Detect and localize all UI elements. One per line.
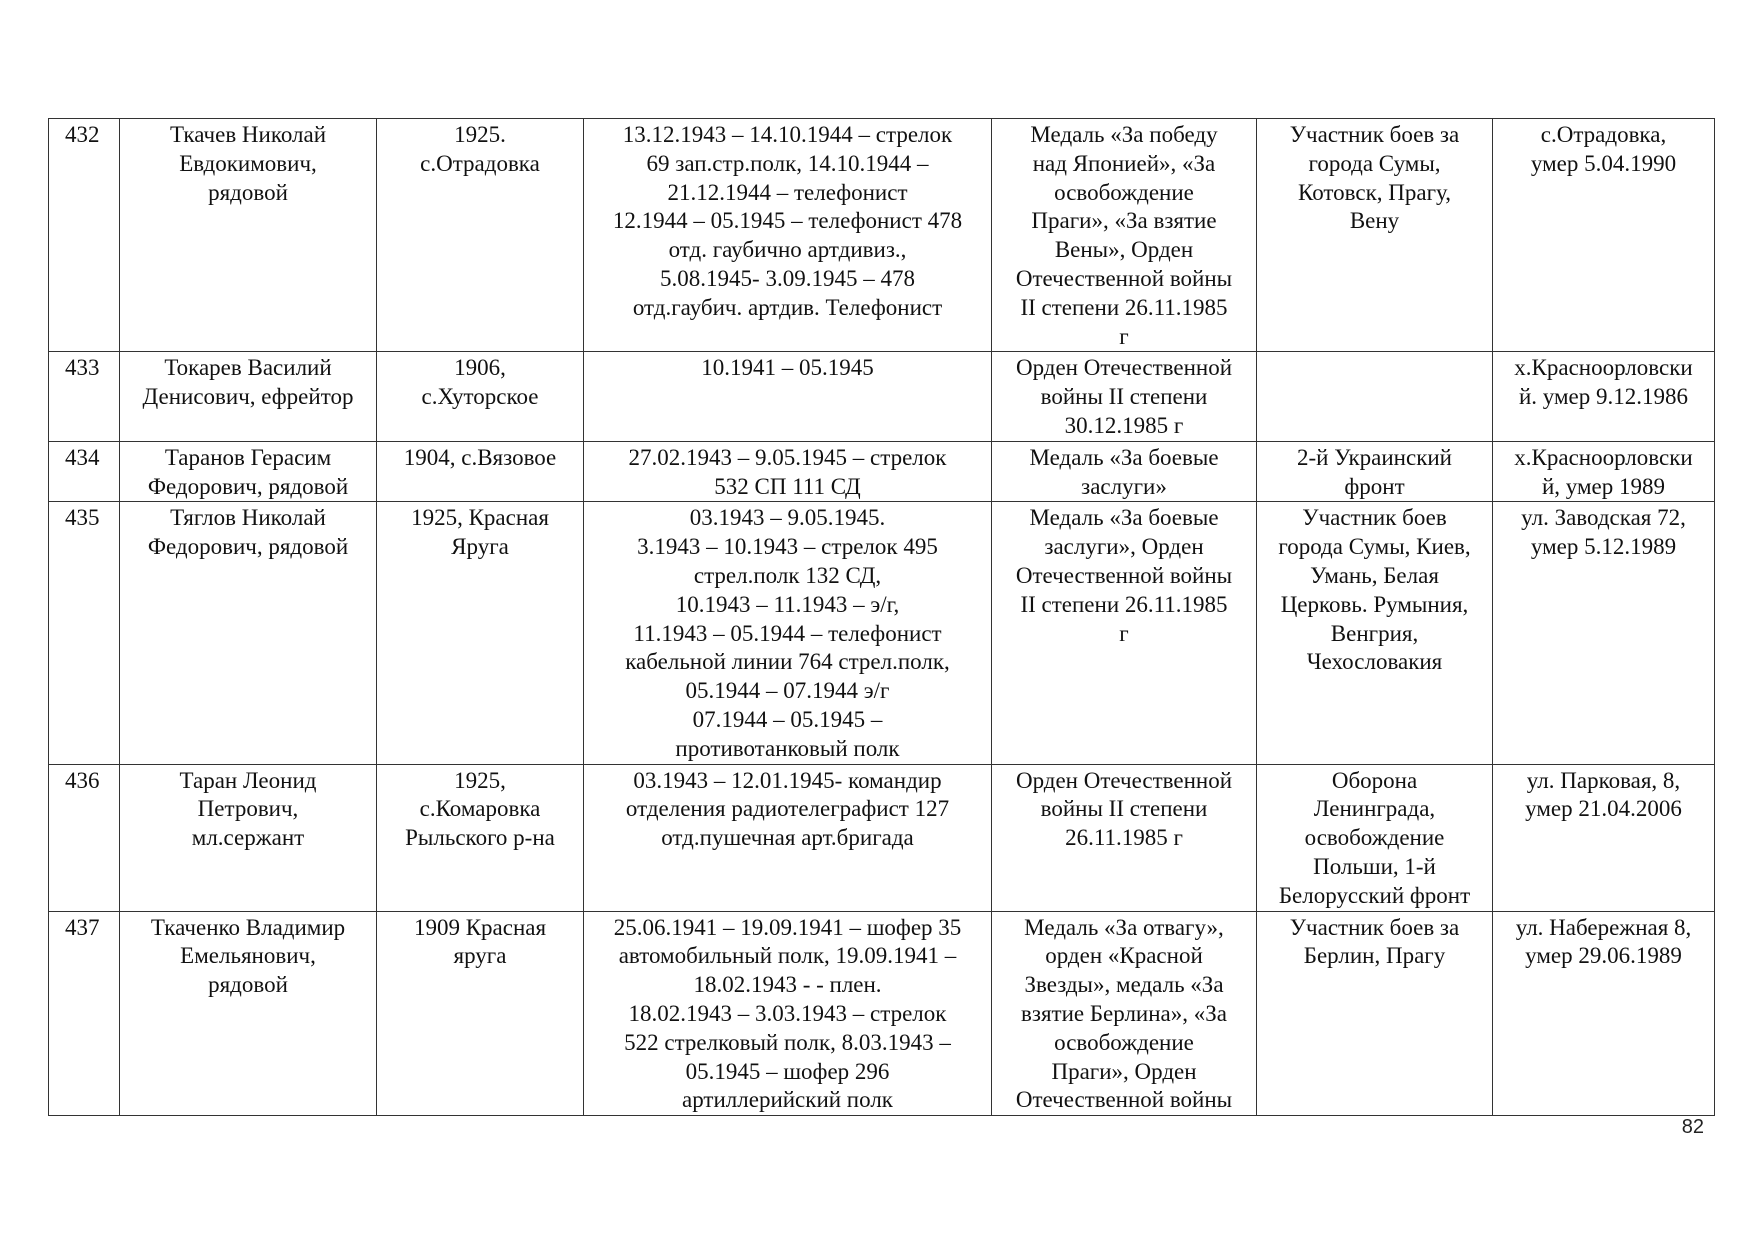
birth-year-place: 1906, с.Хуторское xyxy=(377,352,584,441)
person-name-rank: Ткачев Николай Евдокимович, рядовой xyxy=(120,119,377,352)
battles: 2-й Украинский фронт xyxy=(1257,441,1493,502)
service-record: 10.1941 – 05.1945 xyxy=(584,352,992,441)
residence-death: с.Отрадовка, умер 5.04.1990 xyxy=(1493,119,1715,352)
service-record: 25.06.1941 – 19.09.1941 – шофер 35 автомобильный полк, 19.09.1941 – 18.02.1943 - - плен. 18.02.1943 – 3.03.1943 – стрелок 522 стрелковый полк, 8.03.1943 – 05.1945 – шофер 296 артиллерийский полк xyxy=(584,911,992,1116)
person-name-rank: Ткаченко Владимир Емельянович, рядовой xyxy=(120,911,377,1116)
row-number: 433 xyxy=(49,352,120,441)
residence-death: ул. Парковая, 8, умер 21.04.2006 xyxy=(1493,764,1715,911)
awards: Орден Отечественной войны II степени 26.11.1985 г xyxy=(992,764,1257,911)
service-record: 03.1943 – 9.05.1945. 3.1943 – 10.1943 – стрелок 495 стрел.полк 132 СД, 10.1943 – 11.1943 – э/г, 11.1943 – 05.1944 – телефонист кабельной линии 764 стрел.полк, 05.1944 – 07.1944 э/г 07.1944 – 05.1945 – противотанковый полк xyxy=(584,502,992,764)
row-number: 437 xyxy=(49,911,120,1116)
person-name-rank: Токарев Василий Денисович, ефрейтор xyxy=(120,352,377,441)
table-row xyxy=(49,764,1715,911)
table-row xyxy=(49,352,1715,441)
residence-death: ул. Заводская 72, умер 5.12.1989 xyxy=(1493,502,1715,764)
table-row xyxy=(49,911,1715,1116)
battles: Оборона Ленинграда, освобождение Польши, 1-й Белорусский фронт xyxy=(1257,764,1493,911)
awards: Орден Отечественной войны II степени 30.12.1985 г xyxy=(992,352,1257,441)
row-number: 435 xyxy=(49,502,120,764)
birth-year-place: 1925. с.Отрадовка xyxy=(377,119,584,352)
awards: Медаль «За боевые заслуги», Орден Отечественной войны II степени 26.11.1985 г xyxy=(992,502,1257,764)
birth-year-place: 1925, с.Комаровка Рыльского р-на xyxy=(377,764,584,911)
table-row xyxy=(49,441,1715,502)
awards: Медаль «За отвагу», орден «Красной Звезды», медаль «За взятие Берлина», «За освобождение Праги», Орден Отечественной войны xyxy=(992,911,1257,1116)
birth-year-place: 1909 Красная яруга xyxy=(377,911,584,1116)
service-record: 03.1943 – 12.01.1945- командир отделения радиотелеграфист 127 отд.пушечная арт.бригада xyxy=(584,764,992,911)
table-row xyxy=(49,119,1715,352)
awards: Медаль «За победу над Японией», «За освобождение Праги», «За взятие Вены», Орден Отечественной войны II степени 26.11.1985 г xyxy=(992,119,1257,352)
residence-death: х.Красноорловски й. умер 9.12.1986 xyxy=(1493,352,1715,441)
birth-year-place: 1925, Красная Яруга xyxy=(377,502,584,764)
birth-year-place: 1904, с.Вязовое xyxy=(377,441,584,502)
residence-death: ул. Набережная 8, умер 29.06.1989 xyxy=(1493,911,1715,1116)
row-number: 436 xyxy=(49,764,120,911)
battles: Участник боев города Сумы, Киев, Умань, Белая Церковь. Румыния, Венгрия, Чехословакия xyxy=(1257,502,1493,764)
battles: Участник боев за города Сумы, Котовск, Прагу, Вену xyxy=(1257,119,1493,352)
battles xyxy=(1257,352,1493,441)
service-record: 27.02.1943 – 9.05.1945 – стрелок 532 СП 111 СД xyxy=(584,441,992,502)
battles: Участник боев за Берлин, Прагу xyxy=(1257,911,1493,1116)
residence-death: х.Красноорловски й, умер 1989 xyxy=(1493,441,1715,502)
awards: Медаль «За боевые заслуги» xyxy=(992,441,1257,502)
person-name-rank: Таран Леонид Петрович, мл.сержант xyxy=(120,764,377,911)
table-row xyxy=(49,502,1715,764)
row-number: 432 xyxy=(49,119,120,352)
page-number: 82 xyxy=(1681,1116,1704,1138)
row-number: 434 xyxy=(49,441,120,502)
person-name-rank: Таранов Герасим Федорович, рядовой xyxy=(120,441,377,502)
veterans-table xyxy=(48,118,1715,1116)
veterans-table-container xyxy=(48,118,1714,1116)
service-record: 13.12.1943 – 14.10.1944 – стрелок 69 зап.стр.полк, 14.10.1944 – 21.12.1944 – телефонист 12.1944 – 05.1945 – телефонист 478 отд. гаубично артдивиз., 5.08.1945- 3.09.1945 – 478 отд.гаубич. артдив. Телефонист xyxy=(584,119,992,352)
person-name-rank: Тяглов Николай Федорович, рядовой xyxy=(120,502,377,764)
